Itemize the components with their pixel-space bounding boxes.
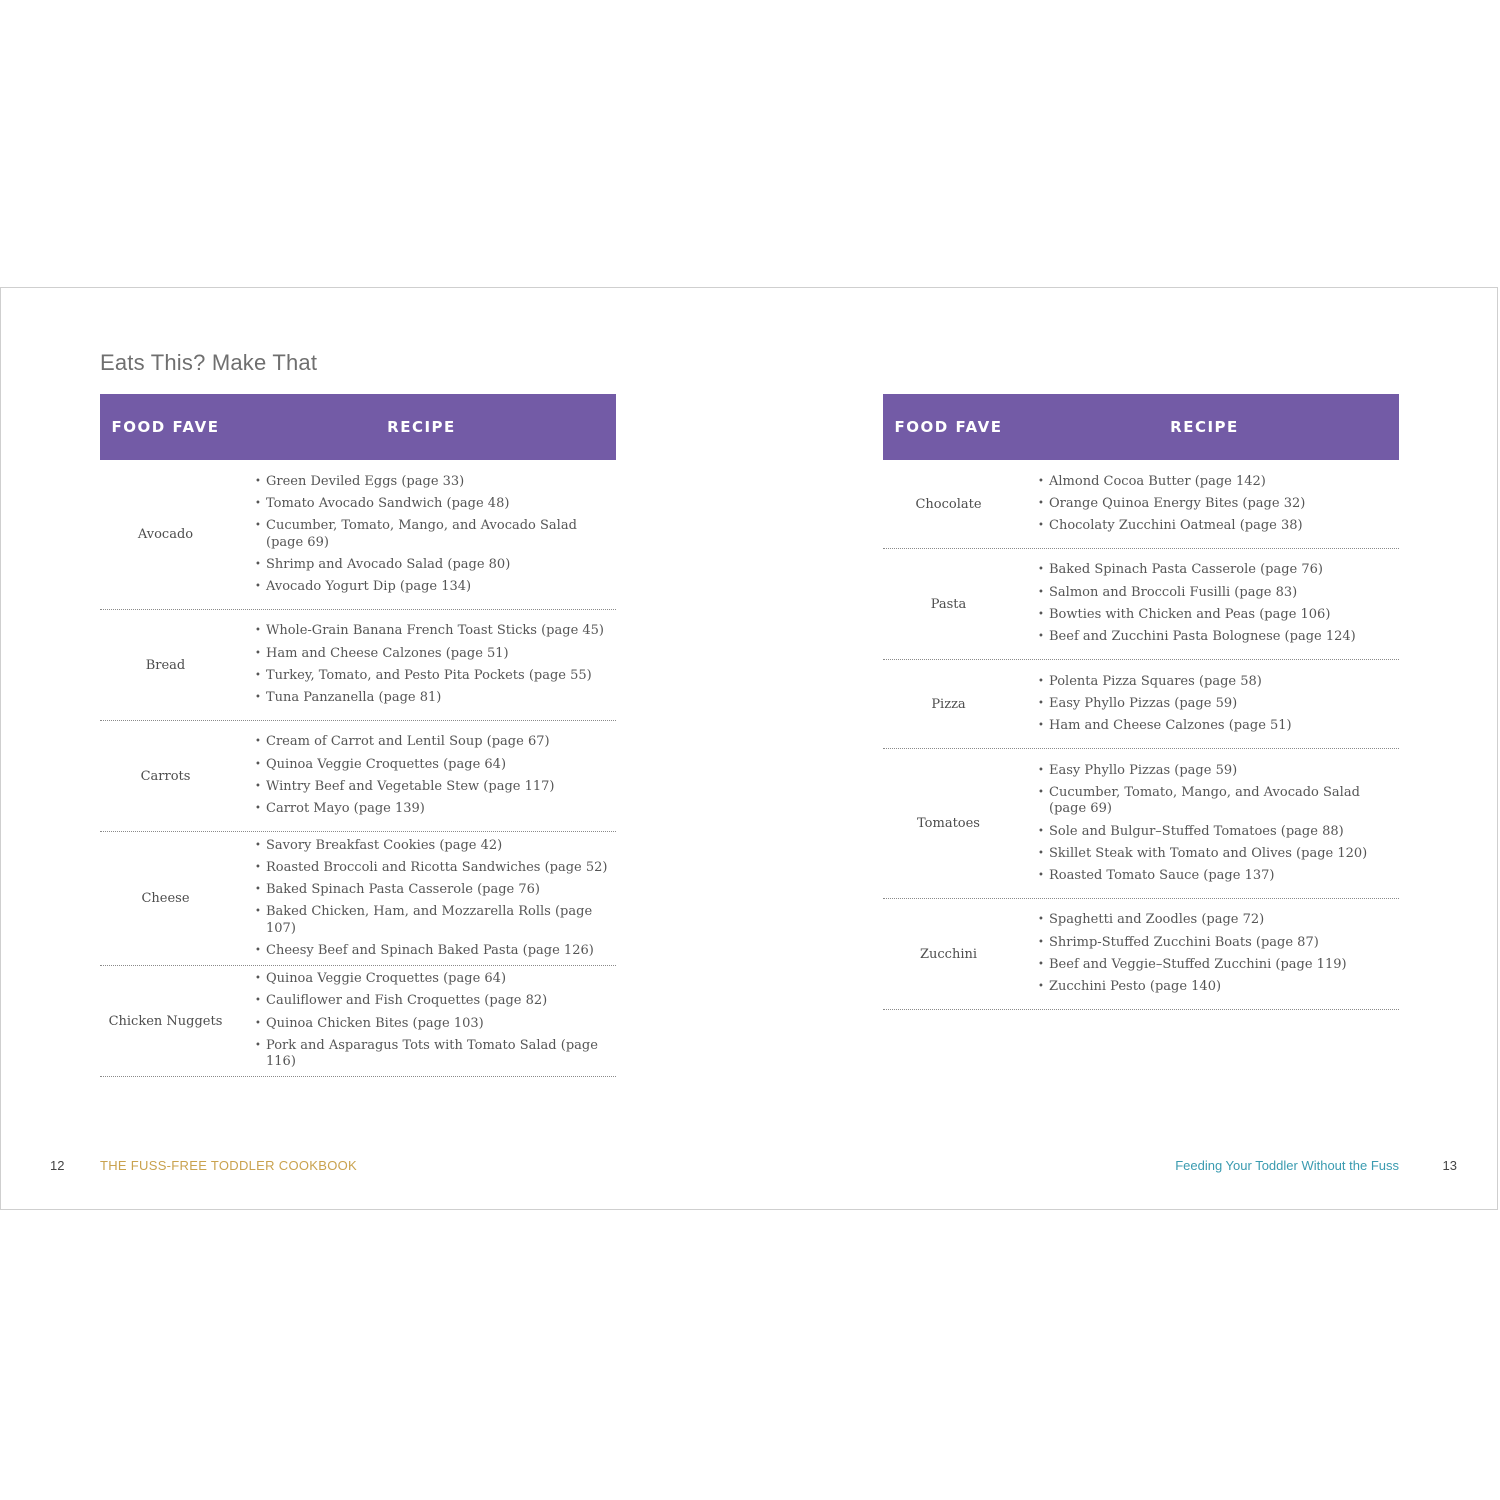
food-fave-table-right — [883, 394, 1399, 1010]
table-row — [883, 549, 1399, 660]
recipe-item: • Beef and Veggie–Stuffed Zucchini (page 119) — [1038, 957, 1399, 974]
recipe-item: • Orange Quinoa Energy Bites (page 32) — [1038, 496, 1399, 513]
recipe-item: • Quinoa Chicken Bites (page 103) — [255, 1016, 616, 1033]
recipe-item: • Avocado Yogurt Dip (page 134) — [255, 579, 616, 596]
header-recipe: RECIPE — [387, 418, 456, 436]
recipe-list — [1014, 674, 1399, 735]
recipe-list — [231, 474, 616, 596]
recipe-item: • Easy Phyllo Pizzas (page 59) — [1038, 763, 1399, 780]
food-fave-cell: Carrots — [140, 768, 191, 784]
running-title-right: Feeding Your Toddler Without the Fuss — [1175, 1158, 1399, 1173]
section-title: Eats This? Make That — [100, 350, 318, 375]
table-row — [100, 721, 616, 832]
food-fave-cell: Avocado — [137, 527, 194, 542]
recipe-item: • Pork and Asparagus Tots with Tomato Salad (page 116) — [255, 1038, 616, 1071]
recipe-list — [231, 838, 616, 960]
recipe-item: • Skillet Steak with Tomato and Olives (page 120) — [1038, 846, 1399, 863]
running-title-left: THE FUSS-FREE TODDLER COOKBOOK — [100, 1158, 358, 1173]
page-number-left: 12 — [50, 1158, 65, 1173]
food-fave-cell: Pasta — [930, 596, 967, 612]
recipe-item: • Bowties with Chicken and Peas (page 106) — [1038, 607, 1399, 624]
page-number-right: 13 — [1442, 1158, 1457, 1173]
recipe-item: • Polenta Pizza Squares (page 58) — [1038, 674, 1399, 691]
recipe-item: • Beef and Zucchini Pasta Bolognese (page 124) — [1038, 629, 1399, 646]
table-body — [883, 460, 1399, 1010]
recipe-list — [231, 623, 616, 706]
recipe-item: • Whole-Grain Banana French Toast Sticks (page 45) — [255, 623, 616, 640]
header-food-fave: FOOD FAVE — [894, 418, 1003, 436]
recipe-item: • Carrot Mayo (page 139) — [255, 801, 616, 818]
table-header — [883, 394, 1399, 460]
recipe-item: • Ham and Cheese Calzones (page 51) — [255, 646, 616, 663]
recipe-item: • Baked Chicken, Ham, and Mozzarella Rolls (page 107) — [255, 904, 616, 937]
recipe-item: • Cucumber, Tomato, Mango, and Avocado Salad (page 69) — [1038, 785, 1399, 818]
recipe-item: • Quinoa Veggie Croquettes (page 64) — [255, 971, 616, 988]
recipe-item: • Cheesy Beef and Spinach Baked Pasta (page 126) — [255, 943, 616, 960]
table-row — [100, 610, 616, 721]
food-fave-cell: Tomatoes — [917, 816, 980, 831]
recipe-item: • Shrimp-Stuffed Zucchini Boats (page 87) — [1038, 935, 1399, 952]
table-row — [100, 832, 616, 966]
food-fave-cell: Zucchini — [919, 946, 978, 962]
recipe-item: • Savory Breakfast Cookies (page 42) — [255, 838, 616, 855]
recipe-item: • Cauliflower and Fish Croquettes (page 82) — [255, 993, 616, 1010]
recipe-item: • Baked Spinach Pasta Casserole (page 76) — [255, 882, 616, 899]
recipe-item: • Tuna Panzanella (page 81) — [255, 690, 616, 707]
food-fave-cell: Pizza — [931, 696, 966, 712]
left-page — [1, 288, 750, 1209]
recipe-item: • Green Deviled Eggs (page 33) — [255, 474, 616, 491]
table-row — [100, 460, 616, 610]
recipe-item: • Roasted Tomato Sauce (page 137) — [1038, 868, 1399, 885]
table-row — [100, 966, 616, 1077]
table-row — [883, 899, 1399, 1010]
recipe-item: • Turkey, Tomato, and Pesto Pita Pockets (page 55) — [255, 668, 616, 685]
recipe-item: • Quinoa Veggie Croquettes (page 64) — [255, 757, 616, 774]
right-page — [750, 288, 1499, 1209]
food-fave-cell: Chicken Nuggets — [108, 1013, 223, 1029]
recipe-item: • Tomato Avocado Sandwich (page 48) — [255, 496, 616, 513]
recipe-item: • Chocolaty Zucchini Oatmeal (page 38) — [1038, 518, 1399, 535]
recipe-list — [1014, 912, 1399, 995]
book-spread — [0, 287, 1498, 1210]
recipe-item: • Roasted Broccoli and Ricotta Sandwiches (page 52) — [255, 860, 616, 877]
food-fave-cell: Bread — [145, 657, 186, 673]
recipe-list — [1014, 474, 1399, 535]
recipe-item: • Ham and Cheese Calzones (page 51) — [1038, 718, 1399, 735]
recipe-item: • Almond Cocoa Butter (page 142) — [1038, 474, 1399, 491]
table-row — [883, 460, 1399, 549]
recipe-item: • Spaghetti and Zoodles (page 72) — [1038, 912, 1399, 929]
recipe-list — [1014, 562, 1399, 645]
header-food-fave: FOOD FAVE — [111, 418, 220, 436]
header-recipe: RECIPE — [1170, 418, 1239, 436]
food-fave-cell: Cheese — [141, 891, 190, 906]
recipe-item: • Wintry Beef and Vegetable Stew (page 117) — [255, 779, 616, 796]
recipe-item: • Zucchini Pesto (page 140) — [1038, 979, 1399, 996]
recipe-item: • Easy Phyllo Pizzas (page 59) — [1038, 696, 1399, 713]
recipe-item: • Salmon and Broccoli Fusilli (page 83) — [1038, 585, 1399, 602]
food-fave-table-left — [100, 394, 616, 1077]
recipe-list — [231, 971, 616, 1071]
recipe-item: • Cucumber, Tomato, Mango, and Avocado Salad (page 69) — [255, 518, 616, 551]
table-body — [100, 460, 616, 1077]
table-row — [883, 749, 1399, 899]
recipe-item: • Shrimp and Avocado Salad (page 80) — [255, 557, 616, 574]
recipe-item: • Baked Spinach Pasta Casserole (page 76) — [1038, 562, 1399, 579]
recipe-list — [231, 734, 616, 817]
food-fave-cell: Chocolate — [915, 496, 982, 512]
recipe-item: • Cream of Carrot and Lentil Soup (page 67) — [255, 734, 616, 751]
recipe-list — [1014, 763, 1399, 885]
recipe-item: • Sole and Bulgur–Stuffed Tomatoes (page 88) — [1038, 824, 1399, 841]
table-header — [100, 394, 616, 460]
table-row — [883, 660, 1399, 749]
